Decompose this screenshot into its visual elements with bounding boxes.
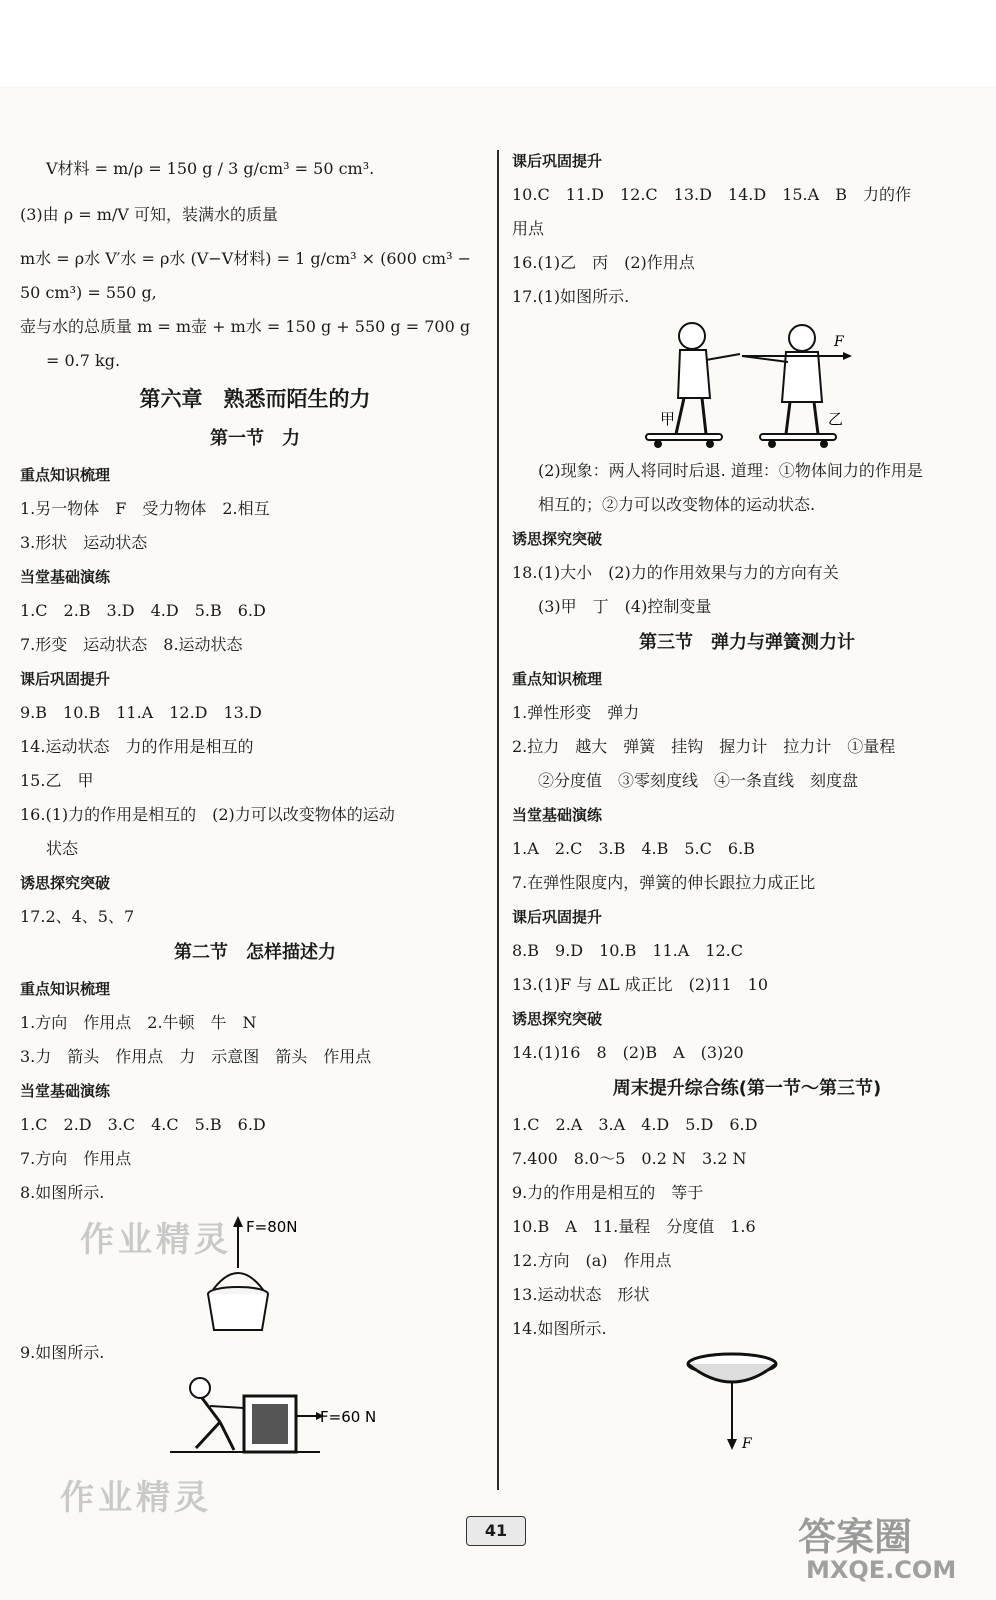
s2-line-6: 9.如图所示.	[20, 1343, 105, 1362]
r-line-3: 16.(1)乙 丙 (2)作用点	[512, 253, 695, 272]
top-blank-band	[0, 0, 996, 86]
s3-line-6: 8.B 9.D 10.B 11.A 12.C	[512, 941, 744, 960]
person-body	[202, 1398, 220, 1422]
r-line-6: 相互的；②力可以改变物体的运动状态.	[538, 495, 816, 514]
watermark-brand: 答案圈	[798, 1515, 913, 1559]
s1-line-1: 1.另一物体 F 受力物体 2.相互	[20, 499, 270, 518]
section-1-title: 第一节 力	[210, 428, 300, 449]
watermark-url: MXQE.COM	[806, 1556, 957, 1584]
s3-line-7: 13.(1)F 与 ΔL 成正比 (2)11 10	[512, 975, 769, 994]
formula-line-5: 壶与水的总质量 m = m壶 + m水 = 150 g + 550 g = 700 g	[20, 317, 471, 336]
s2-line-4: 7.方向 作用点	[20, 1149, 132, 1168]
person-head-icon	[190, 1378, 210, 1398]
formula-line-4: 50 cm³) = 550 g,	[20, 283, 157, 302]
s3-heading-4: 诱思探究突破	[512, 1010, 603, 1028]
arrow-head-icon	[233, 1216, 243, 1227]
s1-heading-3: 课后巩固提升	[20, 670, 111, 688]
person-jia-leg-2	[702, 398, 706, 434]
s1-line-4: 7.形变 运动状态 8.运动状态	[20, 635, 243, 654]
wheel-icon	[820, 440, 828, 448]
s2-heading-2: 当堂基础演练	[20, 1082, 111, 1100]
w-line-2: 7.400 8.0～5 0.2 N 3.2 N	[512, 1149, 747, 1168]
skaters-diagram	[512, 316, 982, 452]
arrow-head-icon	[843, 352, 852, 360]
r-line-4: 17.(1)如图所示.	[512, 287, 630, 306]
r-line-8: (3)甲 丁 (4)控制变量	[538, 597, 712, 616]
stamp-watermark-2: 作业精灵	[60, 1478, 212, 1518]
r-line-2: 用点	[512, 219, 545, 238]
s1-heading-4: 诱思探究突破	[20, 874, 111, 892]
figure-skaters	[512, 316, 982, 452]
formula-line-6: = 0.7 kg.	[46, 351, 121, 370]
person-jia-body	[678, 350, 710, 398]
weekly-title: 周末提升综合练(第一节～第三节)	[612, 1078, 882, 1099]
bowl-icon	[688, 1364, 776, 1382]
person-yi-leg-2	[814, 402, 818, 434]
s1-line-5: 9.B 10.B 11.A 12.D 13.D	[20, 703, 262, 722]
s1-line-7: 15.乙 甲	[20, 771, 94, 790]
wheel-icon	[768, 440, 776, 448]
chapter-title: 第六章 熟悉而陌生的力	[139, 387, 371, 411]
s3-line-8: 14.(1)16 8 (2)B A (3)20	[512, 1043, 744, 1062]
wheel-icon	[706, 440, 714, 448]
skateboard-jia-icon	[646, 434, 722, 440]
s3-line-5: 7.在弹性限度内，弹簧的伸长跟拉力成正比	[512, 873, 816, 892]
person-leg-front	[220, 1422, 234, 1450]
w-line-6: 13.运动状态 形状	[512, 1285, 650, 1304]
r-line-7: 18.(1)大小 (2)力的作用效果与力的方向有关	[512, 563, 839, 582]
w-line-5: 12.方向 (a) 作用点	[512, 1251, 672, 1270]
w-line-1: 1.C 2.A 3.A 4.D 5.D 6.D	[512, 1115, 758, 1134]
s1-heading-2: 当堂基础演练	[20, 568, 111, 586]
page-number: 41	[466, 1516, 526, 1546]
r-line-1: 10.C 11.D 12.C 13.D 14.D 15.A B 力的作	[512, 185, 911, 204]
s3-line-2: 2.拉力 越大 弹簧 挂钩 握力计 拉力计 ①量程	[512, 737, 896, 756]
s2-heading-1: 重点知识梳理	[20, 980, 111, 998]
s3-line-1: 1.弹性形变 弹力	[512, 703, 640, 722]
push-box-diagram	[20, 1372, 490, 1456]
s1-line-3: 1.C 2.B 3.D 4.D 5.B 6.D	[20, 601, 266, 620]
fig14-label: F	[742, 1436, 752, 1452]
formula-line-3: m水 = ρ水 V′水 = ρ水 (V−V材料) = 1 g/cm³ × (600 cm³ −	[20, 249, 472, 268]
s2-line-1: 1.方向 作用点 2.牛顿 牛 N	[20, 1013, 257, 1032]
r-heading-2: 诱思探究突破	[512, 530, 603, 548]
w-line-4: 10.B A 11.量程 分度值 1.6	[512, 1217, 756, 1236]
formula-line-1: V材料 = m/ρ = 150 g / 3 g/cm³ = 50 cm³.	[46, 159, 375, 178]
bucket-icon	[208, 1294, 268, 1330]
w-line-3: 9.力的作用是相互的 等于	[512, 1183, 704, 1202]
s1-line-2: 3.形状 运动状态	[20, 533, 148, 552]
column-divider	[497, 150, 499, 1490]
s3-line-4: 1.A 2.C 3.B 4.B 5.C 6.B	[512, 839, 755, 858]
wheel-icon	[654, 440, 662, 448]
fig8-label: F=80N	[246, 1218, 298, 1236]
person-jia-head-icon	[679, 323, 705, 349]
s1-line-10: 17.2、4、5、7	[20, 907, 135, 926]
s1-line-9: 状态	[46, 839, 79, 858]
r-heading-1: 课后巩固提升	[512, 152, 603, 170]
left-column	[20, 150, 490, 1458]
right-column	[512, 150, 982, 1460]
fig17-yi: 乙	[828, 410, 844, 428]
s2-line-2: 3.力 箭头 作用点 力 示意图 箭头 作用点	[20, 1047, 372, 1066]
person-jia-leg-1	[676, 398, 684, 434]
fig9-label: F=60 N	[320, 1408, 377, 1426]
fig17-F: F	[834, 334, 844, 350]
person-yi-head-icon	[789, 325, 815, 351]
arrow-head-icon	[727, 1439, 737, 1450]
s3-heading-2: 当堂基础演练	[512, 806, 603, 824]
person-arm	[210, 1406, 244, 1408]
section-2-title: 第二节 怎样描述力	[174, 942, 336, 963]
fig17-jia: 甲	[660, 410, 676, 428]
section-3-title: 第三节 弹力与弹簧测力计	[639, 632, 855, 653]
bowl-diagram	[512, 1348, 982, 1458]
person-yi-leg-1	[786, 402, 790, 434]
figure-push-box	[20, 1372, 490, 1456]
skateboard-yi-icon	[760, 434, 836, 440]
s2-line-5: 8.如图所示.	[20, 1183, 105, 1202]
person-yi-body	[782, 352, 822, 402]
person-leg-back	[196, 1422, 220, 1448]
formula-line-2: (3)由 ρ = m/V 可知，装满水的质量	[20, 205, 278, 224]
s3-line-3: ②分度值 ③零刻度线 ④一条直线 刻度盘	[538, 771, 859, 790]
person-jia-arm	[706, 354, 740, 360]
r-line-5: (2)现象：两人将同时后退. 道理：①物体间力的作用是	[538, 461, 923, 480]
s2-line-3: 1.C 2.D 3.C 4.C 5.B 6.D	[20, 1115, 266, 1134]
s1-line-6: 14.运动状态 力的作用是相互的	[20, 737, 254, 756]
s1-heading-1: 重点知识梳理	[20, 466, 111, 484]
s3-heading-3: 课后巩固提升	[512, 908, 603, 926]
s3-heading-1: 重点知识梳理	[512, 670, 603, 688]
figure-bowl	[512, 1348, 982, 1458]
s1-line-8: 16.(1)力的作用是相互的 (2)力可以改变物体的运动	[20, 805, 395, 824]
stamp-watermark: 作业精灵	[80, 1220, 232, 1260]
box-inner	[252, 1404, 288, 1444]
w-line-7: 14.如图所示.	[512, 1319, 607, 1338]
